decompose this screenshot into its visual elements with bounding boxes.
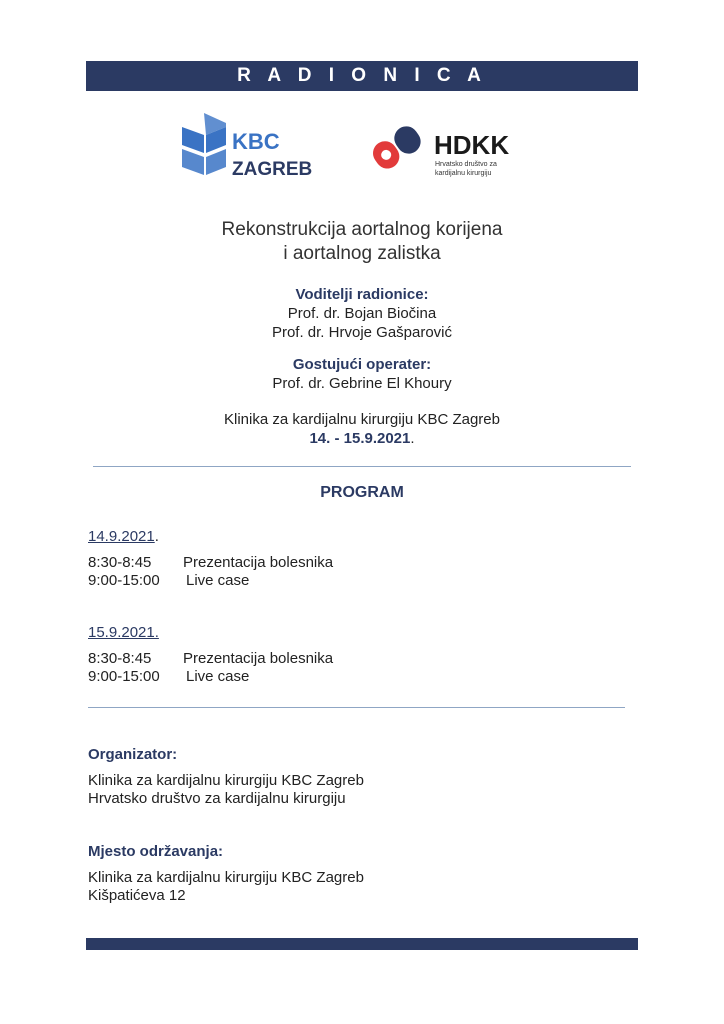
- location-heading: Mjesto održavanja:: [88, 843, 224, 860]
- guest-block: [0, 355, 724, 393]
- schedule-label: Live case: [186, 572, 250, 589]
- hdkk-logo: [368, 124, 538, 184]
- schedule-time: 9:00-15:00: [88, 668, 160, 685]
- kbc-logo-text: KBC: [232, 129, 280, 154]
- schedule-time: 9:00-15:00: [88, 572, 160, 589]
- schedule-row: [88, 668, 333, 686]
- venue-dates-block: [0, 410, 724, 448]
- venue-line: Klinika za kardijalnu kirurgiju KBC Zagreb: [224, 411, 500, 428]
- kbc-zagreb-logo: [182, 113, 312, 183]
- workshop-dates: 14. - 15.9.2021: [309, 430, 411, 447]
- guest-heading: Gostujući operater:: [292, 356, 432, 373]
- guest-name: Prof. dr. Gebrine El Khoury: [272, 375, 452, 392]
- hdkk-sub2-text: kardijalnu kirurgiju: [435, 170, 492, 177]
- schedule-row: [88, 554, 333, 572]
- zagreb-logo-text: ZAGREB: [232, 159, 312, 180]
- location-block: [88, 843, 364, 905]
- workshop-title: [0, 218, 724, 266]
- header-banner: [86, 61, 638, 91]
- schedule-label: Prezentacija bolesnika: [183, 554, 334, 571]
- schedule-label: Live case: [186, 668, 250, 685]
- location-line-2: Kišpatićeva 12: [88, 887, 186, 904]
- leaders-heading: Voditelji radionice:: [295, 286, 429, 303]
- organizer-line-1: Klinika za kardijalnu kirurgiju KBC Zagreb: [88, 772, 364, 789]
- schedule-label: Prezentacija bolesnika: [183, 650, 334, 667]
- location-line-1: Klinika za kardijalnu kirurgiju KBC Zagreb: [88, 869, 364, 886]
- program-day-1: [88, 528, 333, 590]
- title-line-1: Rekonstrukcija aortalnog korijena: [221, 219, 503, 240]
- schedule-row: [88, 572, 333, 590]
- divider-1: [93, 466, 631, 467]
- schedule-time: 8:30-8:45: [88, 650, 152, 667]
- leaders-block: [0, 285, 724, 342]
- day-1-date: 14.9.2021: [88, 528, 155, 545]
- program-heading: PROGRAM: [320, 484, 404, 501]
- program-day-2: [88, 624, 333, 686]
- day-1-date-suffix: .: [154, 528, 159, 545]
- organizer-line-2: Hrvatsko društvo za kardijalnu kirurgiju: [88, 790, 346, 807]
- dates-suffix: .: [410, 430, 415, 447]
- schedule-time: 8:30-8:45: [88, 554, 152, 571]
- divider-2: [88, 707, 625, 708]
- leader-2: Prof. dr. Hrvoje Gašparović: [271, 324, 453, 341]
- title-line-2: i aortalnog zalistka: [283, 243, 441, 264]
- banner-title: R A D I O N I C A: [237, 65, 487, 86]
- schedule-row: [88, 650, 333, 668]
- hdkk-logo-text: HDKK: [434, 130, 510, 160]
- day-2-date: 15.9.2021.: [88, 624, 159, 641]
- organizer-heading: Organizator:: [88, 746, 178, 763]
- hdkk-sub1-text: Hrvatsko društvo za: [435, 161, 497, 168]
- leader-1: Prof. dr. Bojan Biočina: [287, 305, 437, 322]
- footer-bar: [86, 938, 638, 950]
- organizer-block: [88, 746, 364, 808]
